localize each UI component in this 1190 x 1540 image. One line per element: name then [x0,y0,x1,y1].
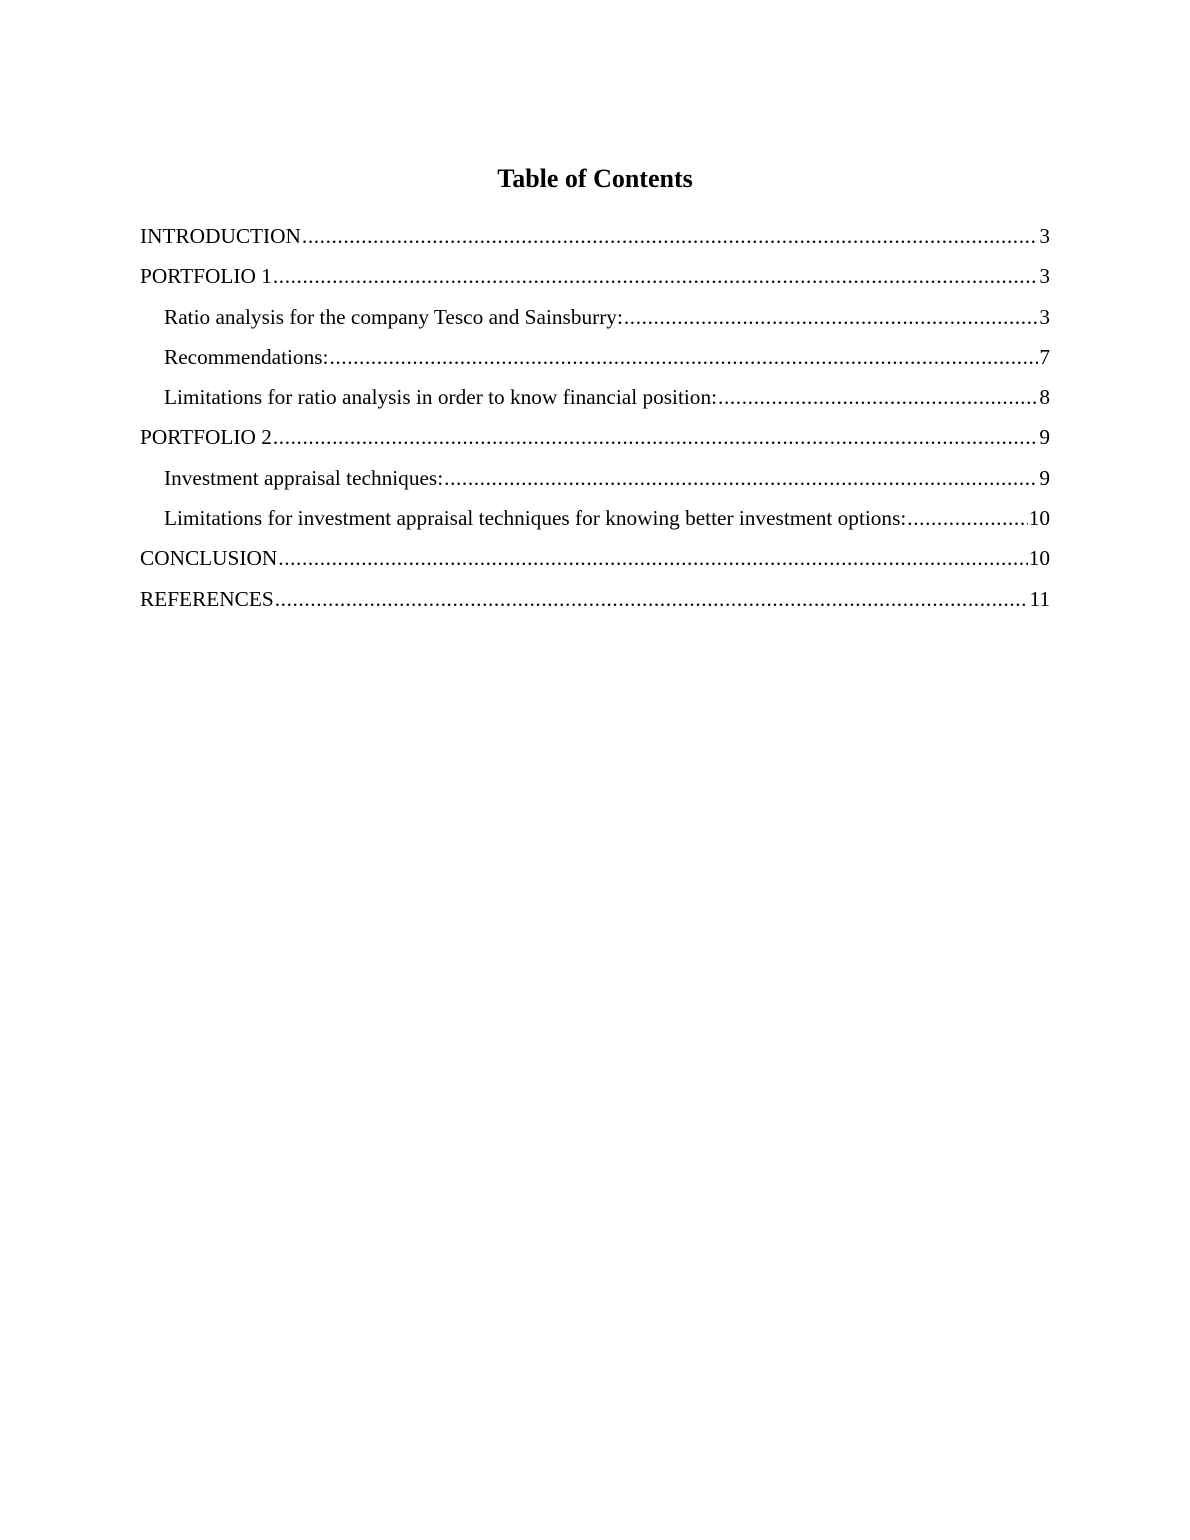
toc-entry-text: Recommendations: [164,344,329,369]
toc-entry-text: Limitations for ratio analysis in order to know financial position: [164,385,718,410]
toc-leader-dots [278,542,1027,574]
toc-entry-text: INTRODUCTION [140,224,301,248]
toc-entry-ratio-analysis[interactable] [140,301,1050,341]
toc-title: Table of Contents [497,164,693,193]
toc-entry-ratio-limitations[interactable] [140,381,1050,421]
toc-page-number: 9 [1039,465,1050,490]
toc-entry-text: REFERENCES [140,586,274,611]
toc-entry-introduction[interactable] [140,220,1050,260]
toc-entry-recommendations[interactable] [140,341,1050,381]
toc-leader-dots [302,220,1038,252]
toc-entry-text: PORTFOLIO 1 [140,264,272,289]
toc-page-number: 9 [1039,425,1050,450]
toc-entry-text: Limitations for investment appraisal techniques for knowing better investment options: [164,506,907,531]
toc-leader-dots [718,381,1038,413]
toc-leader-dots [273,421,1039,453]
toc-entry-investment-appraisal[interactable] [140,462,1050,502]
toc-page-number: 3 [1039,304,1050,329]
toc-entry-text: CONCLUSION [140,546,278,571]
toc-leader-dots [624,301,1038,333]
toc-leader-dots [444,462,1038,494]
toc-page-number: 10 [1028,546,1050,571]
toc-entry-investment-limitations[interactable] [140,502,1050,542]
toc-leader-dots [275,583,1029,615]
toc-page-number: 3 [1039,264,1050,289]
toc-leader-dots [907,502,1027,534]
toc-entry-text: PORTFOLIO 2 [140,425,272,450]
toc-page-number: 8 [1039,385,1050,410]
toc-list [140,220,1050,623]
toc-leader-dots [273,260,1039,292]
toc-entry-portfolio-2[interactable] [140,421,1050,461]
toc-page-number: 11 [1029,586,1050,611]
toc-entry-text: Ratio analysis for the company Tesco and Sainsburry: [164,304,623,329]
toc-entry-references[interactable] [140,583,1050,623]
toc-entry-portfolio-1[interactable] [140,260,1050,300]
toc-entry-conclusion[interactable] [140,542,1050,582]
toc-page-number: 10 [1028,506,1050,531]
toc-page-number: 7 [1039,344,1050,369]
toc-page-number: 3 [1039,224,1050,248]
toc-entry-text: Investment appraisal techniques: [164,465,444,490]
toc-leader-dots [329,341,1038,373]
